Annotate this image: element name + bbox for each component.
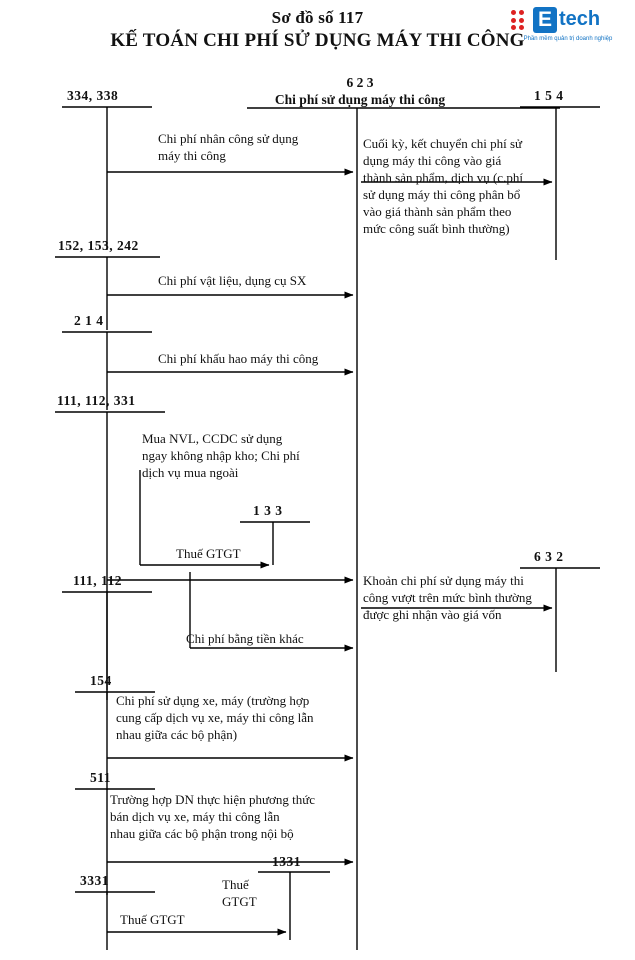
diagram-title-line2: KẾ TOÁN CHI PHÍ SỬ DỤNG MÁY THI CÔNG: [110, 30, 525, 51]
diagram-title-line1: Sơ đồ số 117: [271, 8, 364, 27]
caption-depreciation: Chi phí khấu hao máy thi công: [158, 351, 319, 366]
account-154-left: 154: [90, 673, 112, 688]
account-111-112: 111, 112: [73, 573, 123, 588]
account-1331: 1331: [272, 854, 301, 869]
caption-vat-2: Thuế GTGT: [222, 877, 257, 909]
caption-cash-other: Chi phí bằng tiền khác: [186, 631, 304, 646]
account-623-name: Chi phí sử dụng máy thi công: [274, 92, 446, 107]
account-133: 1 3 3: [253, 503, 283, 518]
logo-wordmark: tech: [559, 8, 601, 30]
account-152-153-242: 152, 153, 242: [58, 238, 139, 253]
account-3331: 3331: [80, 873, 109, 888]
caption-labor: Chi phí nhân công sử dụng máy thi công: [158, 131, 299, 163]
account-511: 511: [90, 770, 112, 785]
account-334-338: 334, 338: [67, 88, 119, 103]
account-623-code: 6 2 3: [346, 75, 374, 90]
account-111-112-331: 111, 112, 331: [57, 393, 136, 408]
caption-purchase: Mua NVL, CCDC sử dụng ngay không nhập kho; Chi phí dịch vụ mua ngoài: [142, 431, 300, 480]
caption-excess: Khoản chi phí sử dụng máy thi công vượt trên mức bình thường được ghi nhận vào giá vốn: [363, 573, 532, 622]
account-214: 2 1 4: [74, 313, 104, 328]
caption-materials: Chi phí vật liệu, dụng cụ SX: [158, 273, 307, 288]
caption-vat-3: Thuế GTGT: [120, 912, 185, 927]
logo-letter: E: [533, 7, 557, 33]
account-154-right: 1 5 4: [534, 88, 564, 103]
account-632: 6 3 2: [534, 549, 564, 564]
logo-tagline: Phần mềm quản trị doanh nghiệp: [523, 36, 613, 42]
caption-vat-1: Thuế GTGT: [176, 546, 241, 561]
caption-internal-sales: Trường hợp DN thực hiện phương thức bán dịch vụ xe, máy thi công lẫn nhau giữa các bộ phận trong nội bộ: [110, 792, 316, 841]
caption-internal-service: Chi phí sử dụng xe, máy (trường hợp cung cấp dịch vụ xe, máy thi công lẫn nhau giữa các bộ phận): [116, 693, 314, 742]
caption-transfer: Cuối kỳ, kết chuyển chi phí sử dụng máy thi công vào giá thành sản phẩm, dịch vụ (c.phí sử dụng máy thi công phân bổ vào giá thành sản phẩm theo mức công suất bình thường): [363, 136, 523, 236]
